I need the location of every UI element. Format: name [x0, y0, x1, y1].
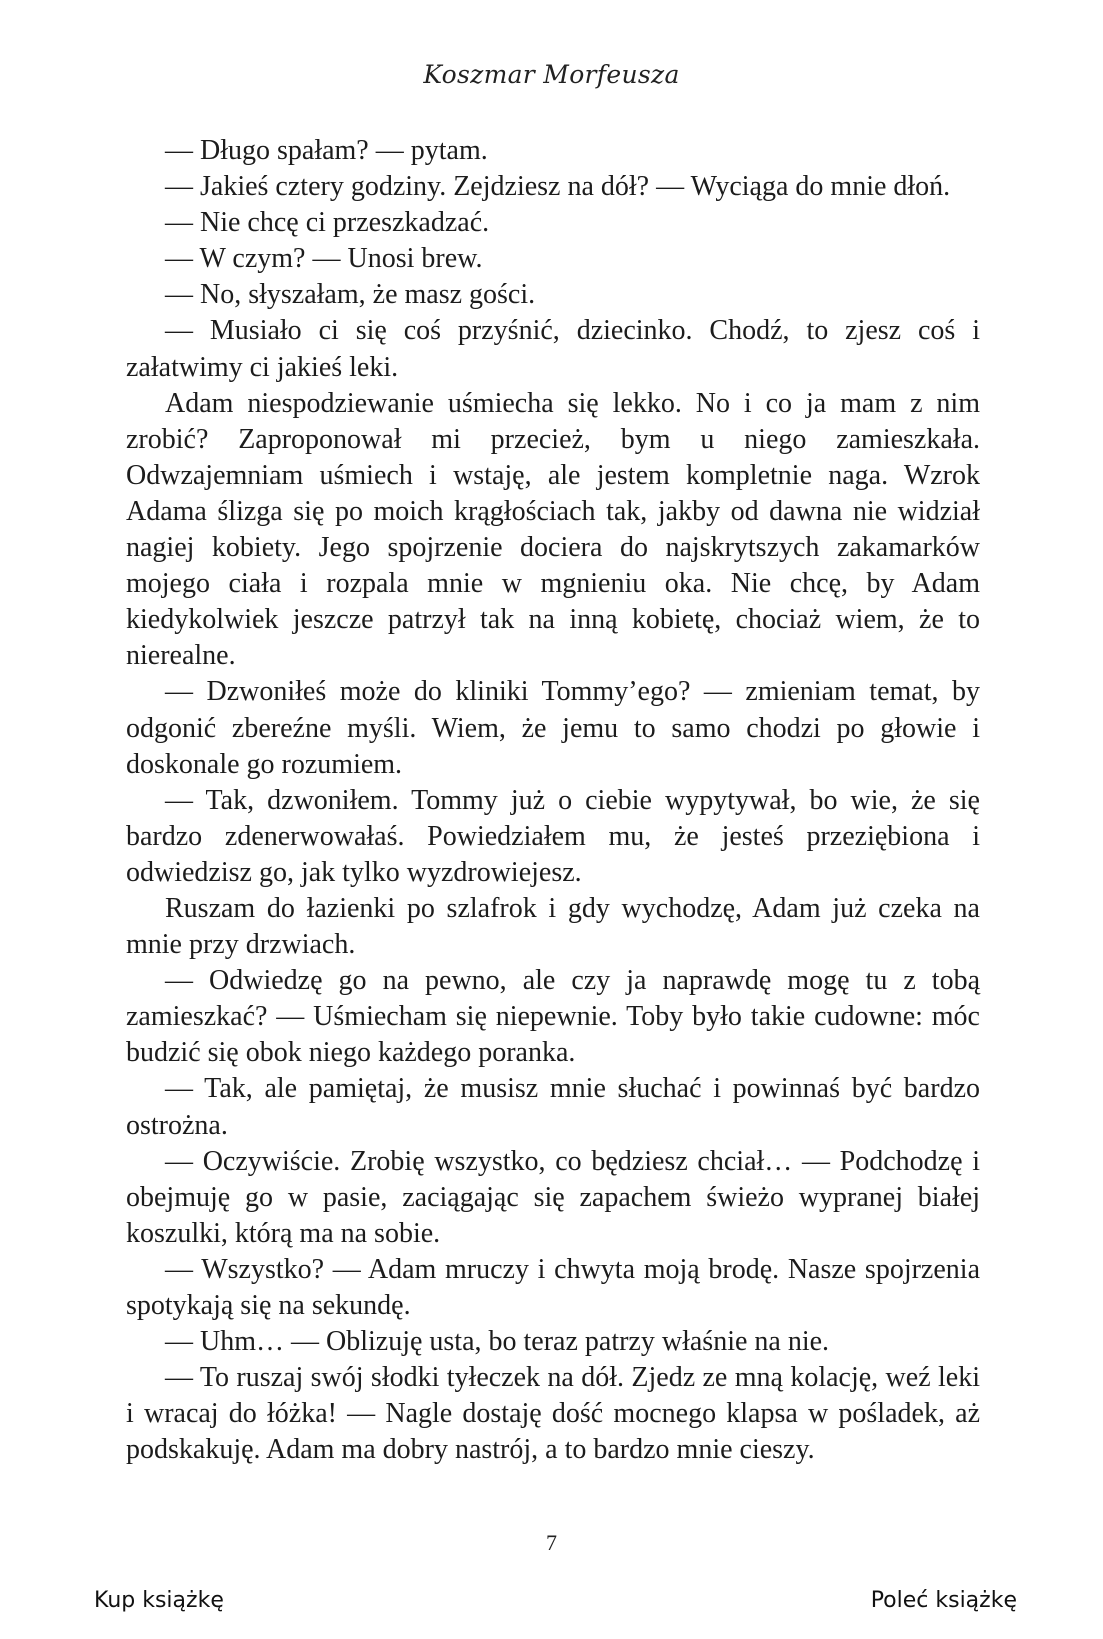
paragraph: — Tak, ale pamiętaj, że musisz mnie słuchać i powinnaś być bardzo ostrożna. [126, 1073, 980, 1141]
paragraph: Ruszam do łazienki po szlafrok i gdy wychodzę, Adam już czeka na mnie przy drzwiach. [126, 892, 980, 961]
page-number: 7 [546, 1530, 557, 1555]
paragraph: — Oczywiście. Zrobię wszystko, co będziesz chciał… — Podchodzę i obejmuję go w pasie, zaciągając się zapachem świeżo wypranej białej koszulki, którą ma na sobie. [126, 1145, 980, 1249]
paragraph: — Musiało ci się coś przyśnić, dziecinko. Chodź, to zjesz coś i załatwimy ci jakieś leki. [126, 315, 980, 383]
paragraph: — Dzwoniłeś może do kliniki Tommy’ego? — zmieniam temat, by odgonić zbereźne myśli. Wiem, że jemu to samo chodzi po głowie i doskonale go rozumiem. [126, 676, 980, 780]
paragraph: — Odwiedzę go na pewno, ale czy ja naprawdę mogę tu z tobą zamieszkać? — Uśmiecham się niepewnie. Toby było takie cudowne: móc budzić się obok niego każdego poranka. [126, 965, 980, 1069]
running-title: Koszmar Morfeusza [423, 60, 680, 89]
paragraph: — Nie chcę ci przeszkadzać. [165, 207, 490, 239]
paragraph: — To ruszaj swój słodki tyłeczek na dół. Zjedz ze mną kolację, weź leki i wracaj do łóżka! — Nagle dostaję dość mocnego klapsa w pośladek, aż podskakuję. Adam ma dobry nastrój, a to bardzo mnie cieszy. [126, 1362, 980, 1466]
paragraph: Adam niespodziewanie uśmiecha się lekko. No i co ja mam z nim zrobić? Zaproponował mi przecież, bym u niego zamieszkała. Odwzajemniam uśmiech i wstaję, ale jestem kompletnie naga. Wzrok Adama ślizga się po moich krągłościach tak, jakby od dawna nie widział nagiej kobiety. Jego spojrzenie dociera do najskrytszych zakamarków mojego ciała i rozpala mnie w mgnieniu oka. Nie chcę, by Adam kiedykolwiek jeszcze patrzył tak na inną kobietę, chociaż wiem, że to nierealne. [126, 387, 980, 672]
paragraph: — Uhm… — Oblizuję usta, bo teraz patrzy właśnie na nie. [165, 1326, 830, 1358]
paragraph: — Tak, dzwoniłem. Tommy już o ciebie wypytywał, bo wie, że się bardzo zdenerwowałaś. Powiedziałem mu, że jesteś przeziębiona i odwiedzisz go, jak tylko wyzdrowiejesz. [126, 784, 980, 888]
paragraph: — No, słyszałam, że masz gości. [165, 279, 536, 311]
paragraph: — Jakieś cztery godziny. Zejdziesz na dół? — Wyciąga do mnie dłoń. [165, 171, 951, 203]
paragraph: — W czym? — Unosi brew. [165, 243, 483, 275]
buy-book-link[interactable]: Kup książkę [94, 1588, 224, 1613]
paragraph: — Długo spałam? — pytam. [165, 135, 488, 166]
body-text [126, 133, 980, 1468]
recommend-book-link[interactable]: Poleć książkę [870, 1588, 1017, 1613]
paragraph: — Wszystko? — Adam mruczy i chwyta moją brodę. Nasze spojrzenia spotykają się na sekundę. [126, 1253, 980, 1321]
